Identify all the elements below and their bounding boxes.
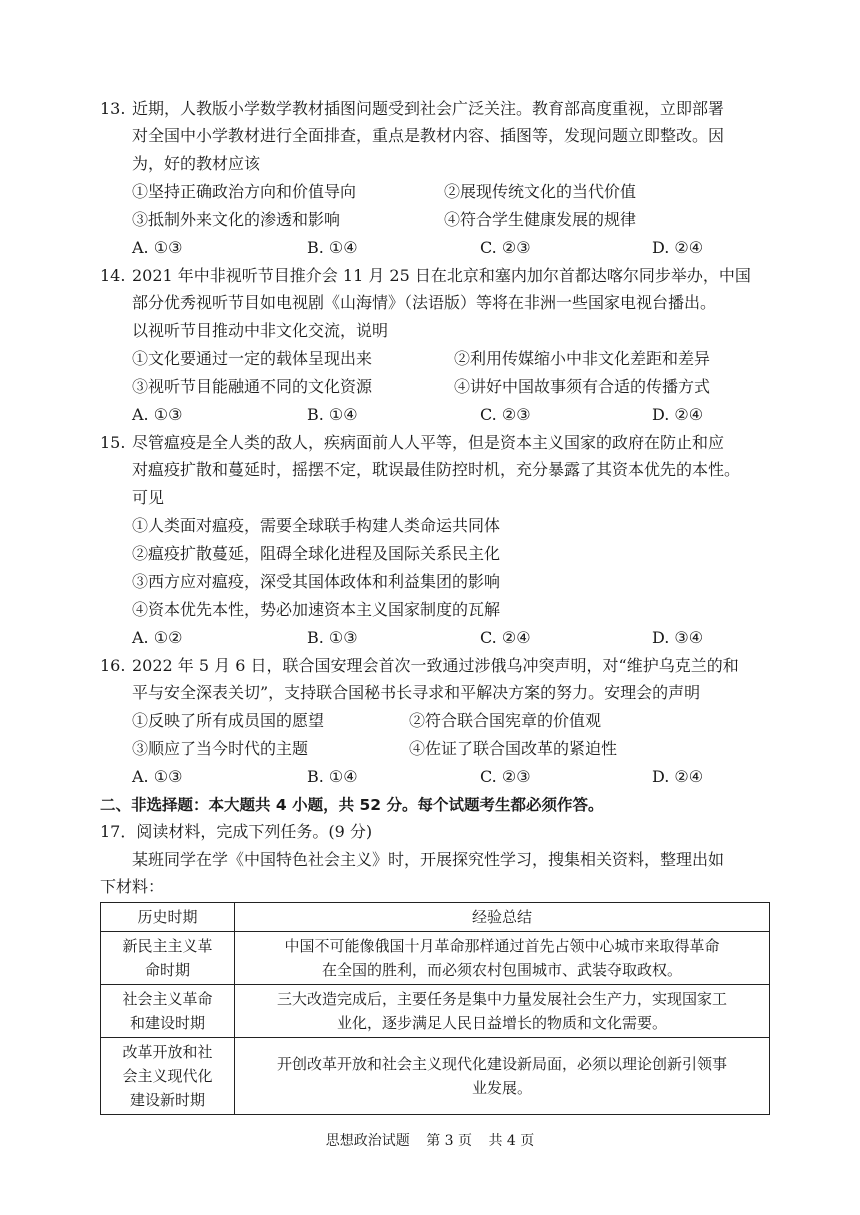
q16-choice-c[interactable]: C. ②③ [480, 767, 531, 786]
q15-number: 15. [100, 433, 126, 452]
q13-choice-c[interactable]: C. ②③ [480, 238, 531, 257]
q14-stem-line: 14. 2021 年中非视听节目推介会 11 月 25 日在北京和塞内加尔首都达喀尔同步举办，中国 [100, 263, 780, 289]
q14-choice-a[interactable]: A. ①③ [132, 405, 183, 424]
q16-option: ②符合联合国宪章的价值观 [409, 711, 602, 730]
q13-option: ③抵制外来文化的渗透和影响 [132, 210, 341, 229]
q13-number: 13. [100, 99, 126, 118]
q14-option: ③视听节目能融通不同的文化资源 [132, 377, 373, 396]
q14-option: ①文化要通过一定的载体呈现出来 [132, 349, 373, 368]
table-header-summary: 经验总结 [235, 903, 770, 932]
summary-cell: 三大改造完成后，主要任务是集中力量发展社会生产力，实现国家工 业化，逐步满足人民日益增长的物质和文化需要。 [235, 985, 770, 1038]
q15-choice-c[interactable]: C. ②④ [480, 628, 531, 647]
q15-stem-line: 15. 尽管瘟疫是全人类的敌人，疾病面前人人平等，但是资本主义国家的政府在防止和应 [100, 430, 780, 456]
q15-option: ③西方应对瘟疫，深受其国体政体和利益集团的影响 [132, 572, 501, 591]
q14-choice-c[interactable]: C. ②③ [480, 405, 531, 424]
q16-stem-line: 平与安全深表关切”，支持联合国秘书长寻求和平解决方案的努力。安理会的声明 [132, 683, 701, 702]
table-row [101, 932, 770, 985]
q17-intro-line: 下材料： [100, 877, 165, 896]
q15-stem-line: 对瘟疫扩散和蔓延时，摇摆不定，耽误最佳防控时机，充分暴露了其资本优先的本性。 [132, 460, 741, 479]
period-cell: 改革开放和社 会主义现代化 建设新时期 [101, 1038, 235, 1115]
history-table [100, 902, 770, 1115]
q14-choice-b[interactable]: B. ①④ [307, 405, 358, 424]
q16-option: ①反映了所有成员国的愿望 [132, 711, 325, 730]
q13-option: ④符合学生健康发展的规律 [444, 210, 637, 229]
q16-choice-a[interactable]: A. ①③ [132, 767, 183, 786]
period-cell: 社会主义革命 和建设时期 [101, 985, 235, 1038]
q15-choice-a[interactable]: A. ①② [132, 628, 183, 647]
page-footer [0, 1130, 860, 1150]
table-header-row [101, 903, 770, 932]
q13-choice-b[interactable]: B. ①④ [307, 238, 358, 257]
q13-option: ②展现传统文化的当代价值 [444, 182, 637, 201]
q13-choice-a[interactable]: A. ①③ [132, 238, 183, 257]
q15-option: ②瘟疫扩散蔓延，阻碍全球化进程及国际关系民主化 [132, 544, 501, 563]
q16-choice-d[interactable]: D. ②④ [652, 767, 704, 786]
q15-option: ①人类面对瘟疫，需要全球联手构建人类命运共同体 [132, 516, 501, 535]
q14-choice-d[interactable]: D. ②④ [652, 405, 704, 424]
q17-heading: 17．阅读材料，完成下列任务。(9 分) [100, 822, 373, 841]
q13-stem-line: 为，好的教材应该 [132, 154, 261, 173]
q14-number: 14. [100, 266, 126, 285]
q14-option: ④讲好中国故事须有合适的传播方式 [454, 377, 711, 396]
q16-option: ④佐证了联合国改革的紧迫性 [409, 739, 618, 758]
q13-option: ①坚持正确政治方向和价值导向 [132, 182, 357, 201]
q15-choice-d[interactable]: D. ③④ [652, 628, 704, 647]
footer-page: 第 3 页 [426, 1133, 472, 1149]
q16-option: ③顺应了当今时代的主题 [132, 739, 309, 758]
table-header-period: 历史时期 [101, 903, 235, 932]
q17-intro-line: 某班同学在学《中国特色社会主义》时，开展探究性学习，搜集相关资料，整理出如 [132, 850, 725, 869]
period-cell: 新民主主义革 命时期 [101, 932, 235, 985]
q14-stem-line: 部分优秀视听节目如电视剧《山海情》（法语版）等将在非洲一些国家电视台播出。 [132, 293, 717, 312]
q16-choice-b[interactable]: B. ①④ [307, 767, 358, 786]
summary-cell: 中国不可能像俄国十月革命那样通过首先占领中心城市来取得革命 在全国的胜利，而必须农村包围城市、武装夺取政权。 [235, 932, 770, 985]
section-heading: 二、非选择题：本大题共 4 小题，共 52 分。每个试题考生都必须作答。 [100, 796, 604, 814]
q14-option: ②利用传媒缩小中非文化差距和差异 [454, 349, 711, 368]
q13-stem-line: 13. 近期，人教版小学数学教材插图问题受到社会广泛关注。教育部高度重视，立即部署 [100, 96, 780, 122]
q16-stem-line: 16. 2022 年 5 月 6 日，联合国安理会首次一致通过涉俄乌冲突声明，对“维护乌克兰的和 [100, 653, 780, 679]
q13-stem-line: 对全国中小学教材进行全面排查，重点是教材内容、插图等，发现问题立即整改。因 [132, 126, 725, 145]
q13-choice-d[interactable]: D. ②④ [652, 238, 704, 257]
footer-subject: 思想政治试题 [325, 1133, 410, 1149]
q15-choice-b[interactable]: B. ①③ [307, 628, 358, 647]
summary-cell: 开创改革开放和社会主义现代化建设新局面，必须以理论创新引领事 业发展。 [235, 1038, 770, 1115]
q15-option: ④资本优先本性，势必加速资本主义国家制度的瓦解 [132, 600, 501, 619]
table-row [101, 985, 770, 1038]
q14-stem-line: 以视听节目推动中非文化交流，说明 [132, 321, 389, 340]
q15-stem-line: 可见 [132, 488, 165, 507]
footer-total: 共 4 页 [488, 1133, 535, 1149]
q16-number: 16. [100, 656, 126, 675]
table-row [101, 1038, 770, 1115]
